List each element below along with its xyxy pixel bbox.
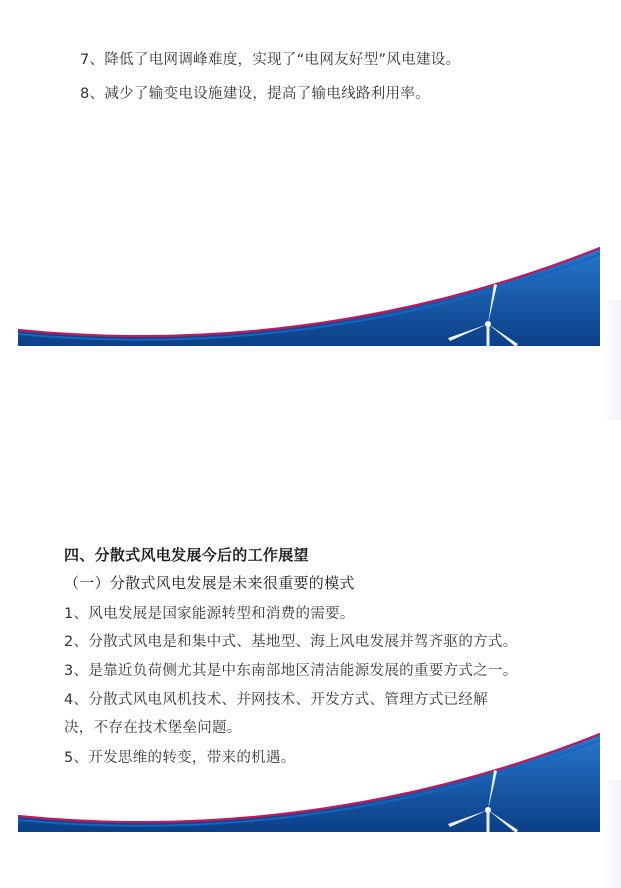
- list-item-3: 3、是靠近负荷侧尤其是中东南部地区清洁能源发展的重要方式之一。: [64, 663, 518, 679]
- wind-banner-bottom: [18, 722, 600, 832]
- page-edge-shadow: [603, 300, 621, 420]
- slide-top: [0, 0, 621, 346]
- wind-banner-top: [18, 236, 600, 346]
- page-edge-shadow: [603, 780, 621, 888]
- list-item-4: 4、分散式风电风机技术、并网技术、开发方式、管理方式已经解: [64, 692, 488, 708]
- list-item-1: 1、风电发展是国家能源转型和消费的需要。: [64, 606, 355, 622]
- list-item-7: 7、降低了电网调峰难度，实现了“电网友好型”风电建设。: [80, 52, 461, 68]
- list-item-2: 2、分散式风电是和集中式、基地型、海上风电发展并驾齐驱的方式。: [64, 634, 518, 650]
- list-item-4-continued: 决，不存在技术堡垒问题。: [64, 720, 242, 736]
- list-item-5: 5、开发思维的转变，带来的机遇。: [64, 750, 296, 766]
- list-item-8: 8、减少了输变电设施建设，提高了输电线路利用率。: [80, 86, 430, 102]
- section-heading: 四、分散式风电发展今后的工作展望: [64, 546, 309, 564]
- section-subheading: （一）分散式风电发展是未来很重要的模式: [64, 574, 355, 592]
